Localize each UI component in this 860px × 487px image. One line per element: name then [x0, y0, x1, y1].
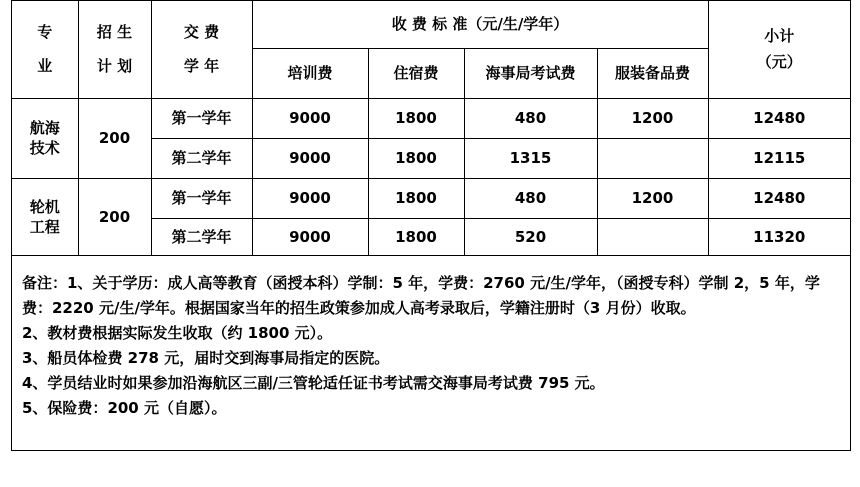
uniform-fee	[597, 218, 708, 255]
table-row	[12, 178, 850, 218]
header-lodging-fee: 住宿费	[368, 48, 464, 98]
lodging-fee: 1800	[368, 218, 464, 255]
subtotal: 11320	[708, 218, 850, 255]
program-plan: 200	[78, 98, 151, 178]
header-subtotal-line1: 小计	[764, 27, 795, 46]
subtotal: 12480	[708, 178, 850, 218]
lodging-fee: 1800	[368, 178, 464, 218]
pay-year: 第一学年	[151, 98, 252, 138]
uniform-fee: 1200	[597, 98, 708, 138]
lodging-fee: 1800	[368, 98, 464, 138]
training-fee: 9000	[252, 218, 368, 255]
note-1: 备注：1、关于学历：成人高等教育（函授本科）学制：5 年，学费：2760 元/生/学年，（函授专科）学制 2，5 年，学费：2220 元/生/学年。根据国家当年的招生政策参加成人高考录取后，学籍注册时（3 月份）收取。	[22, 274, 820, 317]
exam-fee: 480	[464, 98, 597, 138]
header-uniform-fee: 服装备品费	[597, 48, 708, 98]
header-major-line2: 业	[37, 57, 53, 76]
uniform-fee	[597, 138, 708, 178]
header-major-line1: 专	[37, 23, 53, 42]
header-subtotal-line2: （元）	[756, 53, 802, 72]
program-name	[12, 178, 78, 255]
program-name-line2: 工程	[29, 217, 60, 236]
training-fee: 9000	[252, 138, 368, 178]
note-4: 4、学员结业时如果参加沿海航区三副/三管轮适任证书考试需交海事局考试费 795 元。	[22, 374, 605, 392]
header-major	[12, 1, 78, 98]
program-name-line1: 轮机	[29, 197, 60, 216]
header-enrollment-line1: 招 生	[96, 23, 133, 42]
pay-year: 第二学年	[151, 138, 252, 178]
header-enrollment	[78, 1, 151, 98]
note-5: 5、保险费：200 元（自愿）。	[22, 399, 227, 417]
header-fee-standard: 收 费 标 准（元/生/学年）	[252, 1, 708, 48]
uniform-fee: 1200	[597, 178, 708, 218]
header-pay-year-line1: 交 费	[183, 23, 220, 42]
header-training-fee: 培训费	[252, 48, 368, 98]
notes	[22, 271, 842, 421]
note-2: 2、教材费根据实际发生收取（约 1800 元）。	[22, 324, 333, 342]
pay-year: 第二学年	[151, 218, 252, 255]
training-fee: 9000	[252, 178, 368, 218]
note-3: 3、船员体检费 278 元，届时交到海事局指定的医院。	[22, 349, 390, 367]
exam-fee: 1315	[464, 138, 597, 178]
subtotal: 12115	[708, 138, 850, 178]
exam-fee: 480	[464, 178, 597, 218]
header-exam-fee: 海事局考试费	[464, 48, 597, 98]
program-name-line1: 航海	[29, 119, 60, 137]
pay-year: 第一学年	[151, 178, 252, 218]
subtotal: 12480	[708, 98, 850, 138]
fee-table	[12, 1, 850, 256]
program-name-line2: 技术	[29, 139, 60, 157]
header-enrollment-line2: 计 划	[96, 57, 133, 76]
header-pay-year-line2: 学 年	[183, 57, 220, 76]
training-fee: 9000	[252, 98, 368, 138]
program-name	[12, 98, 78, 178]
header-subtotal	[708, 1, 850, 98]
table-row	[12, 98, 850, 138]
exam-fee: 520	[464, 218, 597, 255]
header-pay-year	[151, 1, 252, 98]
program-plan: 200	[78, 178, 151, 255]
fee-sheet	[11, 0, 851, 451]
lodging-fee: 1800	[368, 138, 464, 178]
